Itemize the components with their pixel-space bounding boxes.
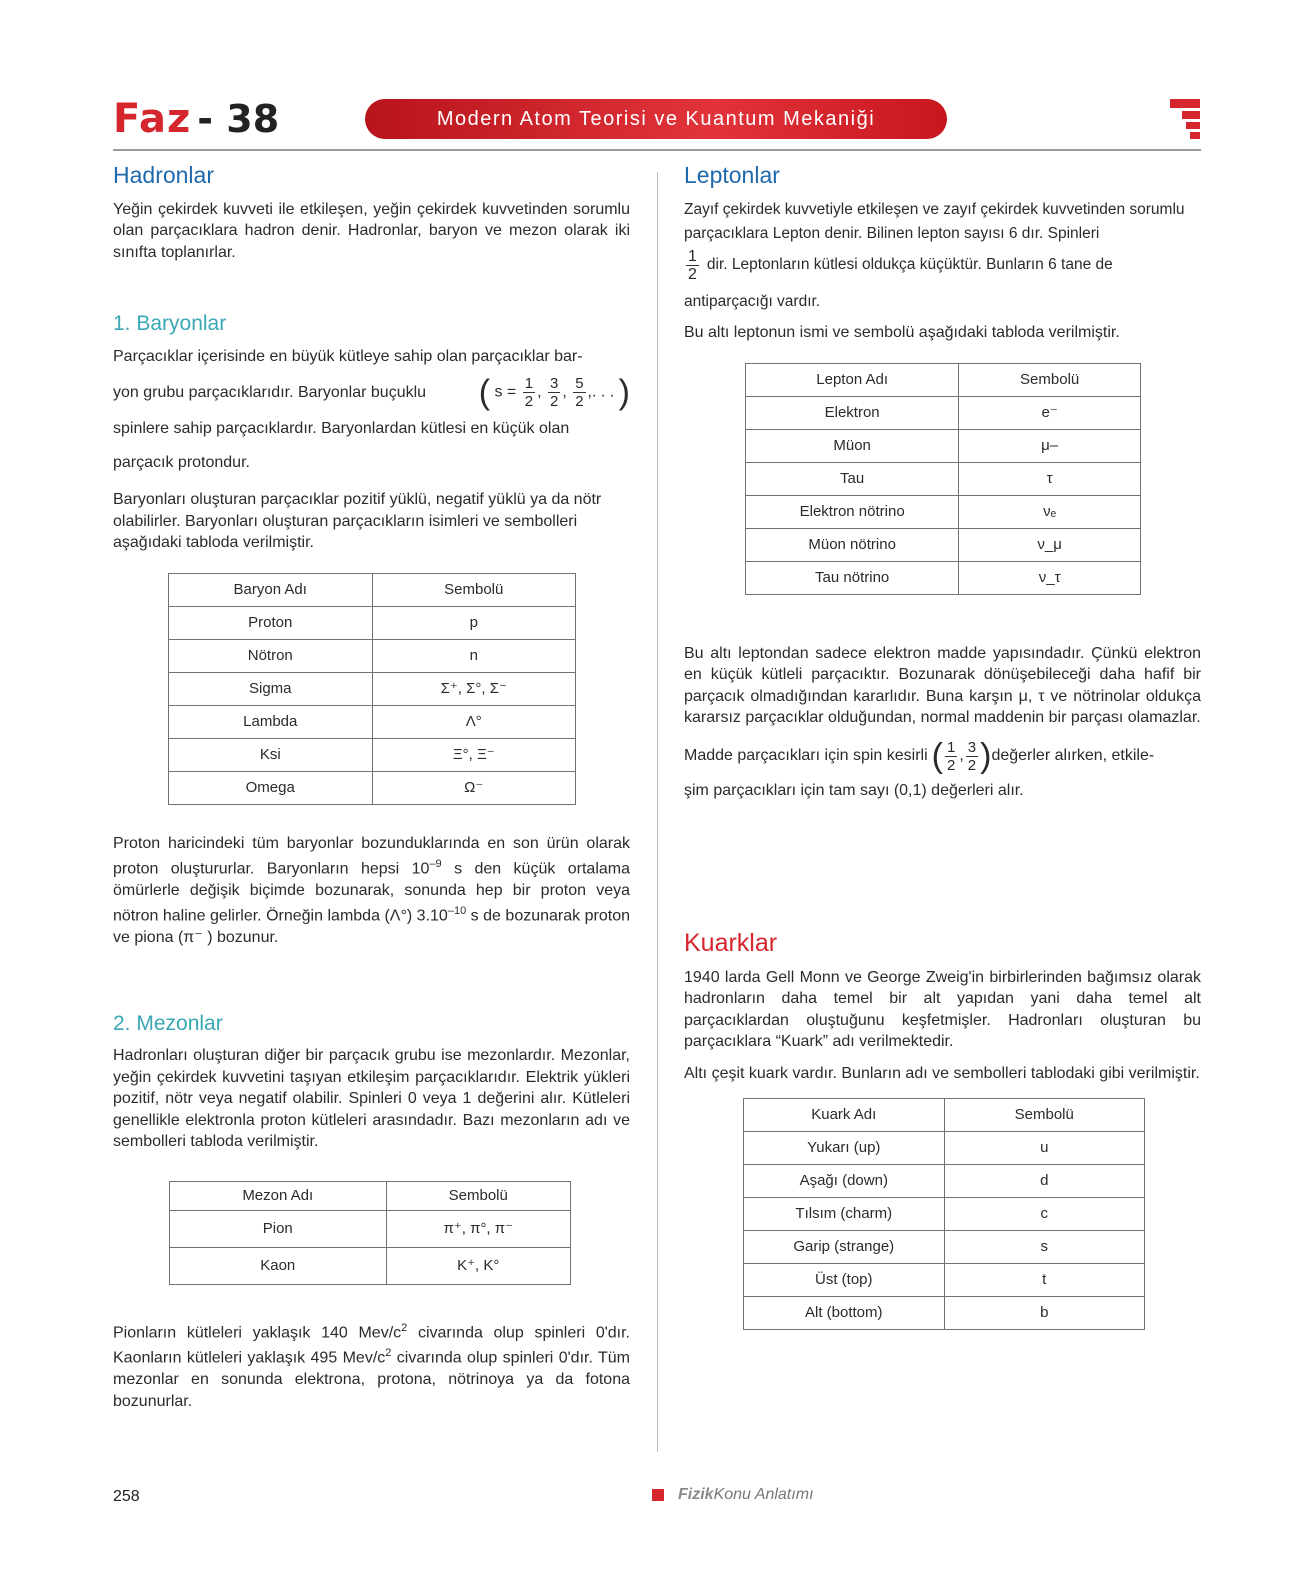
- table-cell: Ξ°, Ξ⁻: [372, 738, 576, 771]
- table-row: [744, 1264, 1145, 1297]
- spin-s: s =: [494, 383, 517, 401]
- table-cell: u: [944, 1132, 1145, 1165]
- table-header-row: [746, 363, 1141, 396]
- table-cell: μ–: [959, 429, 1141, 462]
- chapter-banner: [365, 99, 947, 139]
- footer-brand-rest: Konu Anlatımı: [713, 1486, 814, 1503]
- table-header: Baryon Adı: [169, 573, 373, 606]
- table-cell: π⁺, π°, π⁻: [386, 1210, 570, 1247]
- table-header: Sembolü: [372, 573, 576, 606]
- fraction: $\frac{1}{2}$: [946, 738, 956, 774]
- table-row: [744, 1297, 1145, 1330]
- baryonlar-title: 1. Baryonlar: [113, 312, 227, 335]
- hadronlar-text: Yeğin çekirdek kuvveti ile etkileşen, yeğin çekirdek kuvvetinden sorumlu olan parçacıklara hadron denir. Hadronlar, baryon ve mezon olarak iki sınıfta toplanırlar.: [113, 200, 630, 261]
- table-header-row: [744, 1099, 1145, 1132]
- table-cell: Ksi: [169, 738, 373, 771]
- table-cell: Tau: [746, 462, 959, 495]
- kuark-table: [743, 1098, 1145, 1330]
- fraction: $\frac{3}{2}$: [549, 375, 559, 410]
- table-cell: Kaon: [170, 1247, 387, 1284]
- table-cell: K⁺, K°: [386, 1247, 570, 1284]
- table-cell: p: [372, 606, 576, 639]
- table-row: [746, 462, 1141, 495]
- table-cell: Pion: [170, 1210, 387, 1247]
- corner-logo-icon: [1170, 99, 1200, 139]
- baryonlar-line1: Parçacıklar içerisinde en büyük kütleye sahip olan parçacıklar bar-: [113, 347, 583, 365]
- table-cell: Tılsım (charm): [744, 1198, 945, 1231]
- table-cell: b: [944, 1297, 1145, 1330]
- mezonlar-para2: Pionların kütleleri yaklaşık 140 Mev/$c^2$ civarında olup spinleri 0'dır. Kaonların kütleleri yaklaşık 495 Mev/$c^2$ civarında olup spinleri 0'dır. Tüm mezonlar en sonunda elektrona, protona, nötrinoya ya da fotona bozunurlar.: [113, 1321, 630, 1410]
- table-row: [746, 561, 1141, 594]
- leptonlar-text3: antiparçacığı vardır.: [684, 292, 821, 310]
- right-column: [684, 162, 1201, 1330]
- table-header: Kuark Adı: [744, 1099, 945, 1132]
- table-cell: d: [944, 1165, 1145, 1198]
- table-row: [169, 738, 576, 771]
- baryonlar-line2-text: yon grubu parçacıklarıdır. Baryonlar buçuklu: [113, 383, 427, 401]
- table-cell: Müon: [746, 429, 959, 462]
- table-cell: Aşağı (down): [744, 1165, 945, 1198]
- leptonlar-para3-line2: şim parçacıkları için tam sayı (0,1) değerleri alır.: [684, 781, 1024, 799]
- table-row: [169, 606, 576, 639]
- table-row: [744, 1165, 1145, 1198]
- table-row: [744, 1132, 1145, 1165]
- table-cell: Λ°: [372, 705, 576, 738]
- baryonlar-para3: Proton haricindeki tüm baryonlar bozunduklarında en son ürün olarak proton oluştururlar. Baryonların hepsi $10^{-9}$ s den küçük ortalama ömürlerle değişik biçimde bozunarak, sonunda hep bir proton veya nötron haline gelirler. Örneğin lambda (Λ°) $3.10^{-10}$ s de bozunarak proton ve piona (π⁻ ) bozunur.: [113, 834, 630, 947]
- page-number: 258: [113, 1488, 140, 1505]
- leptonlar-para3: Madde parçacıkları için spin kesirli ( $\frac{1}{2}$ , $\frac{3}{2}$ ) değerler alırken, etkile-: [684, 737, 1155, 775]
- table-cell: ν_τ: [959, 561, 1141, 594]
- table-cell: Müon nötrino: [746, 528, 959, 561]
- logo-brand: Faz: [113, 96, 192, 142]
- table-cell: Tau nötrino: [746, 561, 959, 594]
- banner-title: Modern Atom Teorisi ve Kuantum Mekaniği: [436, 107, 876, 130]
- fraction: $\frac{1}{2}$: [688, 247, 697, 283]
- table-row: [169, 639, 576, 672]
- table-cell: Σ⁺, Σ°, Σ⁻: [372, 672, 576, 705]
- mezonlar-title: 2. Mezonlar: [113, 1011, 223, 1035]
- mezon-table: [169, 1181, 571, 1285]
- baryonlar-line4: parçacık protondur.: [113, 453, 250, 471]
- spin-expression: ( s = $\frac{1}{2}$ , $\frac{3}{2}$ , $\frac{5}{2}$ ,. . . ): [478, 373, 630, 412]
- table-cell: Üst (top): [744, 1264, 945, 1297]
- baryonlar-para2: Baryonları oluşturan parçacıklar pozitif yüklü, negatif yüklü ya da nötr olabilirler. Baryonları oluşturan parçacıkların isimleri ve sembolleri aşağıdaki tabloda verilmiştir.: [113, 491, 602, 551]
- table-cell: s: [944, 1231, 1145, 1264]
- leptonlar-title: Leptonlar: [684, 162, 780, 188]
- kuarklar-title: Kuarklar: [684, 929, 778, 957]
- table-cell: Elektron nötrino: [746, 495, 959, 528]
- baryon-table: [168, 573, 576, 805]
- table-row: [744, 1198, 1145, 1231]
- table-cell: t: [944, 1264, 1145, 1297]
- para3-post: değerler alırken, etkile-: [991, 747, 1155, 765]
- fraction: $\frac{5}{2}$: [575, 375, 584, 410]
- leptonlar-line2: [684, 248, 1201, 283]
- fraction: $\frac{1}{2}$: [524, 375, 534, 410]
- leptonlar-text4: Bu altı leptonun ismi ve sembolü aşağıdaki tabloda verilmiştir.: [684, 324, 1120, 341]
- lepton-table: [745, 363, 1141, 595]
- table-row: [746, 495, 1141, 528]
- header-rule: [113, 149, 1201, 151]
- footer-brand: [652, 1486, 813, 1504]
- column-divider: [657, 172, 658, 1452]
- kuarklar-para2: Altı çeşit kuark vardır. Bunların adı ve sembolleri tablodaki gibi verilmiştir.: [684, 1064, 1200, 1082]
- baryonlar-line2: [113, 375, 630, 410]
- footer-brand-bold: Fizik: [678, 1486, 714, 1503]
- table-row: [169, 672, 576, 705]
- table-cell: Sigma: [169, 672, 373, 705]
- table-row: [746, 429, 1141, 462]
- table-cell: Yukarı (up): [744, 1132, 945, 1165]
- leptonlar-para2: Bu altı leptondan sadece elektron madde yapısındadır. Çünkü elektron en küçük kütleli parçacıktır. Bozunarak dönüşebileceği daha hafif bir parçacık olmadığından kararlıdır. Buna karşın μ, τ ve nötrinolar oldukça kararsız parçacıklar olduğundan, normal maddenin bir parçası olamazlar.: [684, 644, 1201, 726]
- table-header-row: [170, 1181, 571, 1210]
- table-cell: τ: [959, 462, 1141, 495]
- table-row: [169, 705, 576, 738]
- table-header: Sembolü: [959, 363, 1141, 396]
- leptonlar-text1: Zayıf çekirdek kuvvetiyle etkileşen ve zayıf çekirdek kuvvetinden sorumlu parçacıklara Lepton denir. Bilinen lepton sayısı 6 dır. Spinleri: [684, 200, 1185, 242]
- table-header: Lepton Adı: [746, 363, 959, 396]
- table-cell: Proton: [169, 606, 373, 639]
- table-cell: n: [372, 639, 576, 672]
- table-cell: ν_μ: [959, 528, 1141, 561]
- table-header: Sembolü: [944, 1099, 1145, 1132]
- left-column: [113, 162, 630, 1412]
- logo-number: - 38: [197, 97, 280, 141]
- table-row: [746, 396, 1141, 429]
- table-cell: Alt (bottom): [744, 1297, 945, 1330]
- table-cell: c: [944, 1198, 1145, 1231]
- table-cell: Ω⁻: [372, 771, 576, 804]
- table-cell: Elektron: [746, 396, 959, 429]
- table-cell: Nötron: [169, 639, 373, 672]
- table-cell: Garip (strange): [744, 1231, 945, 1264]
- table-row: [170, 1210, 571, 1247]
- table-header: Mezon Adı: [170, 1181, 387, 1210]
- table-row: [744, 1231, 1145, 1264]
- table-header: Sembolü: [386, 1181, 570, 1210]
- mezonlar-text: Hadronları oluşturan diğer bir parçacık grubu ise mezonlardır. Mezonlar, yeğin çekirdek kuvvetini taşıyan etkileşim parçacıklarıdır. Elektrik yükleri pozitif, nötr veya negatif olabilir. Spinleri 0 veya 1 değerini alır. Kütleleri genellikle elektronla proton kütleleri arasındadır. Bazı mezonların adı ve sembolleri tabloda verilmiştir.: [113, 1047, 630, 1151]
- baryonlar-line3: spinlere sahip parçacıklardır. Baryonlardan kütlesi en küçük olan: [113, 420, 570, 437]
- leptonlar-text2: dir. Leptonların kütlesi oldukça küçüktür. Bunların 6 tane de: [706, 256, 1113, 274]
- table-header-row: [169, 573, 576, 606]
- table-row: [746, 528, 1141, 561]
- table-cell: Lambda: [169, 705, 373, 738]
- fraction: $\frac{3}{2}$: [967, 738, 977, 774]
- square-icon: [652, 1489, 664, 1501]
- spin-tail: ,. . .: [587, 383, 615, 401]
- hadronlar-title: Hadronlar: [113, 162, 214, 188]
- table-row: [170, 1247, 571, 1284]
- para3-pre: Madde parçacıkları için spin kesirli: [684, 747, 928, 765]
- table-row: [169, 771, 576, 804]
- table-cell: Omega: [169, 771, 373, 804]
- table-cell: νₑ: [959, 495, 1141, 528]
- table-cell: e⁻: [959, 396, 1141, 429]
- kuarklar-para1: 1940 larda Gell Monn ve George Zweig'in birbirlerinden bağımsız olarak hadronların daha temel bir alt yapıdan yani daha temel alt parçacıklardan oluştuğunu keşfetmişler. Hadronları oluşturan bu parçacıklara “Kuark” adı verilmektedir.: [684, 968, 1201, 1050]
- faz-logo: [113, 96, 280, 142]
